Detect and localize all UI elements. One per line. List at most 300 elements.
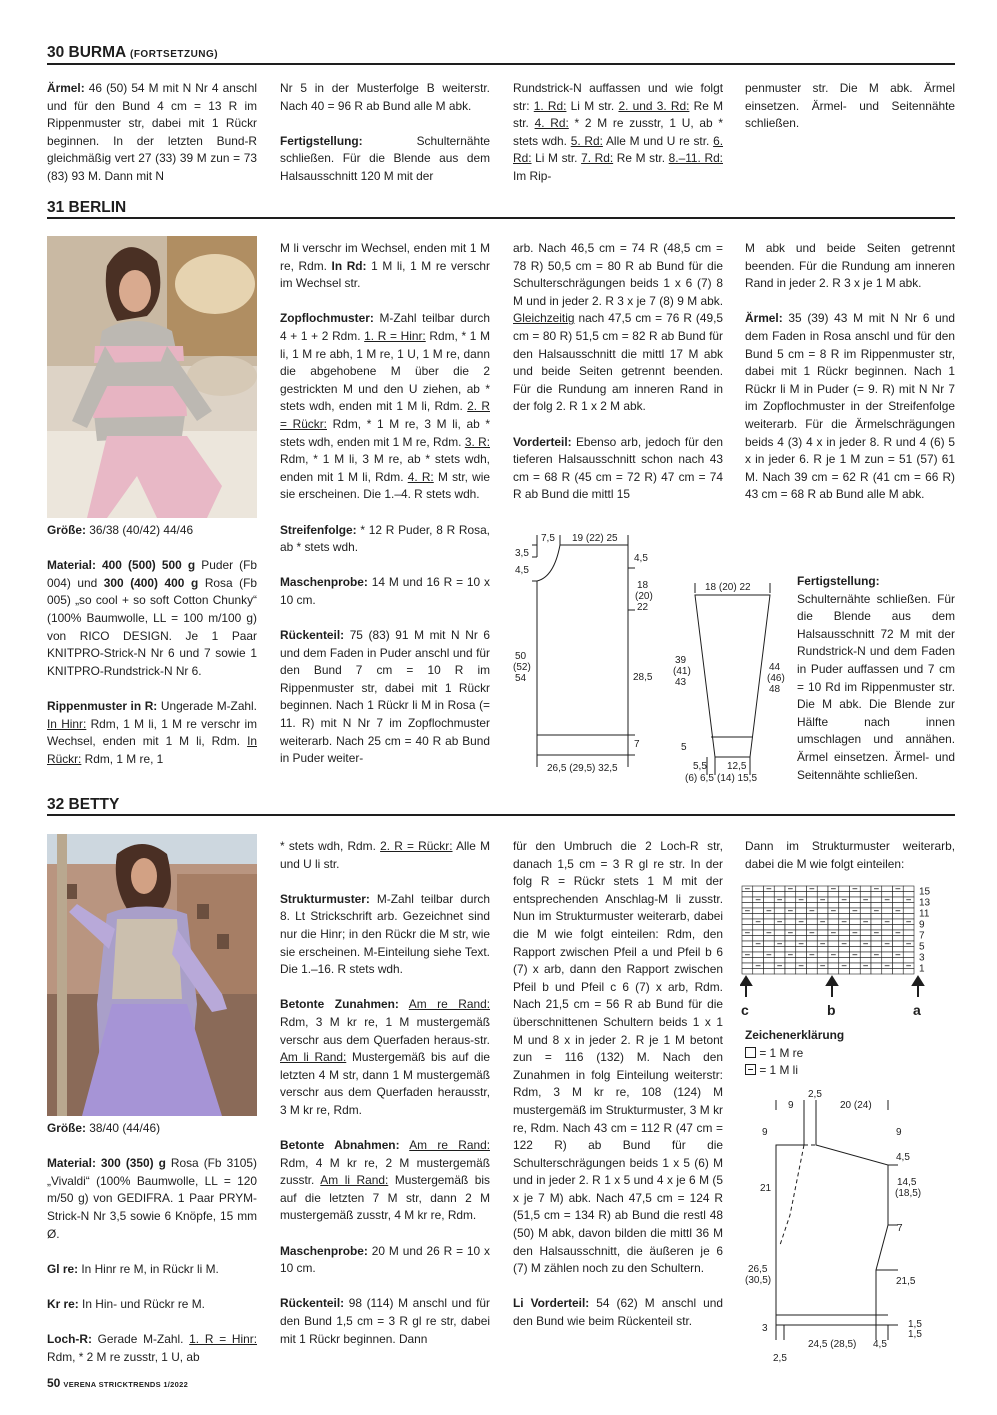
chart-cell <box>871 963 882 969</box>
dim-label: 19 (22) 25 <box>572 533 618 544</box>
chart-cell <box>893 936 904 942</box>
dim-label: 39 <box>675 655 687 666</box>
text: Mustergemäß bis auf die letzten 4 M str, dann 1 M mustergemäß verschr aus dem Querfaden herausstr, 3 M kr re, Rdm. <box>280 1050 490 1117</box>
text: In Hin- und Rückr re M. <box>78 1296 205 1311</box>
chart-cell <box>796 925 807 931</box>
chart-cell <box>753 958 764 964</box>
dim-label: 3 <box>762 1323 768 1334</box>
arrow-label-c: c <box>741 1002 749 1018</box>
chart-cell <box>903 952 914 958</box>
betty-column-1 <box>47 1120 257 1384</box>
chart-cell <box>774 908 785 914</box>
chart-cell <box>903 936 914 942</box>
chart-cell <box>850 914 861 920</box>
dim-label: (41) <box>673 666 691 677</box>
paragraph: penmuster str. Die M abk. Ärmel einsetzen. Ärmel- und Seitennähte schließen. <box>745 81 955 131</box>
label: Kr re: <box>47 1296 79 1311</box>
chart-cell <box>764 941 775 947</box>
chart-cell <box>742 947 753 953</box>
emphasis: Gleichzeitig <box>513 311 575 326</box>
chart-cell <box>807 941 818 947</box>
label: Ärmel: <box>745 311 783 326</box>
berlin-column-1 <box>47 522 257 786</box>
chart-row-label: 13 <box>919 897 931 909</box>
chart-cell <box>796 930 807 936</box>
chart-cell <box>903 958 914 964</box>
text: Rdm, * 2 M re zusstr, 1 U, ab <box>47 1349 200 1364</box>
section-title: 31 BERLIN <box>47 199 127 216</box>
chart-cell <box>828 941 839 947</box>
chart-cell <box>764 919 775 925</box>
chart-cell <box>839 952 850 958</box>
row-label: 1. R = Hinr: <box>189 1332 258 1347</box>
dim-label: 48 <box>769 684 781 695</box>
chart-cell <box>753 947 764 953</box>
chart-legend <box>745 1027 955 1080</box>
text: 98 (114) M anschl und für den Bund 1,5 cm = 3 R gl re str, dabei mit 1 Rückr beginnen. Dann <box>280 1296 490 1346</box>
chart-cell <box>828 919 839 925</box>
text: Rundstrick-N auffassen und wie folgt str: <box>513 81 723 113</box>
dim-label: 2,5 <box>808 1089 822 1100</box>
text: Rdm, * 1 M li, 3 M re, ab * stets wdh, enden mit 1 M li, Rdm. <box>280 452 490 484</box>
label: Größe: <box>47 523 86 537</box>
chart-cell <box>850 897 861 903</box>
chart-cell <box>764 903 775 909</box>
betty-column-2 <box>280 838 490 1366</box>
row-label: In Rückr: <box>47 734 257 766</box>
chart-cell <box>764 969 775 975</box>
chart-cell <box>860 914 871 920</box>
chart-cell <box>796 892 807 898</box>
chart-cell <box>860 936 871 942</box>
edge-label: Am li Rand: <box>320 1173 389 1188</box>
chart-cell <box>882 947 893 953</box>
text: Re M str. <box>513 98 723 131</box>
chart-cell <box>871 919 882 925</box>
chart-cell <box>903 892 914 898</box>
text: Rdm, 1 M re, 1 <box>81 751 164 766</box>
dim-label: 5,5 <box>693 761 707 772</box>
section-heading-burma <box>47 44 955 65</box>
chart-cell <box>817 936 828 942</box>
chart-cell <box>839 936 850 942</box>
section-heading-betty <box>47 796 955 816</box>
text: Li M str. <box>531 151 582 166</box>
chart-cell <box>817 892 828 898</box>
chart-cell <box>753 936 764 942</box>
legend-text: = 1 M re <box>759 1045 804 1060</box>
burma-column-1 <box>47 80 257 203</box>
burma-column-3 <box>513 80 723 203</box>
dim-label: 4,5 <box>873 1339 887 1350</box>
chart-cell <box>893 947 904 953</box>
row-label: In Hinr: <box>47 716 87 731</box>
chart-cell <box>871 941 882 947</box>
page-footer <box>47 1376 188 1390</box>
dim-label: 26,5 <box>748 1264 768 1275</box>
chart-cell <box>742 941 753 947</box>
chart-cell <box>839 958 850 964</box>
label: Maschenprobe: <box>280 575 368 590</box>
text: Rdm, 4 M kr re, 2 M mustergemäß zusstr. <box>280 1155 490 1188</box>
chart-cell <box>828 969 839 975</box>
chart-cell <box>774 952 785 958</box>
dim-label: 43 <box>675 677 687 688</box>
section-title: 32 BETTY <box>47 796 120 813</box>
dim-label: 7 <box>897 1223 903 1234</box>
berlin-column-3 <box>513 240 723 522</box>
berlin-finishing <box>797 573 955 802</box>
legend-item-purl <box>745 1062 955 1080</box>
section-title: 30 BURMA <box>47 44 126 61</box>
chart-cell <box>903 908 914 914</box>
chart-cell <box>796 952 807 958</box>
burma-column-2 <box>280 80 490 203</box>
model-photo-illustration <box>47 236 257 518</box>
round-label: 7. Rd: <box>581 151 614 166</box>
dim-label: 9 <box>788 1100 794 1111</box>
dim-label: 4,5 <box>634 553 648 564</box>
legend-title: Zeichenerklärung <box>745 1028 845 1042</box>
section-subtitle: (FORTSETZUNG) <box>129 49 219 60</box>
chart-cell <box>839 930 850 936</box>
dim-label: (18,5) <box>895 1188 922 1199</box>
chart-cell <box>860 903 871 909</box>
dim-label: 44 <box>769 662 781 673</box>
text: Im Rip- <box>513 168 552 183</box>
chart-cell <box>742 963 753 969</box>
chart-cell <box>753 886 764 892</box>
chart-cell <box>839 892 850 898</box>
text: 54 (62) M anschl und den Bund wie beim Rückenteil str. <box>513 1296 723 1329</box>
label: 300 (400) 400 g <box>103 575 199 590</box>
round-label: 2. und 3. Rd: <box>618 98 690 113</box>
label: In Rd: <box>331 258 367 273</box>
paragraph: Nr 5 in der Musterfolge B weiterstr. Nach 40 = 96 R ab Bund alle M abk. <box>280 81 490 113</box>
dim-label: 9 <box>762 1127 768 1138</box>
chart-cell <box>753 952 764 958</box>
text: Schulternähte schließen. Für die Blende aus dem Halsausschnitt 72 M mit der Rundstrick-N und dem Faden in Puder auffassen und 7 cm = 10 Rd im Rippenmuster str. Die M abk. Die Blende zur Hälfte nach innen umschlagen und annähen. Ärmel einsetzen. Ärmel- und Seitennähte schließen. <box>797 591 955 782</box>
chart-cell <box>860 969 871 975</box>
text: Re M str. <box>613 151 669 166</box>
chart-cell <box>764 925 775 931</box>
photo-betty-model <box>47 834 257 1116</box>
chart-cell <box>893 963 904 969</box>
dim-label: 5 <box>681 742 687 753</box>
round-label: 6. Rd: <box>513 133 723 166</box>
chart-cell <box>828 958 839 964</box>
dim-label: (20) <box>635 591 653 602</box>
dim-label: 22 <box>637 602 649 613</box>
chart-cell <box>882 892 893 898</box>
dim-label: 28,5 <box>633 672 653 683</box>
chart-cell <box>839 914 850 920</box>
section-heading-berlin <box>47 199 955 219</box>
text: Rdm, * 1 M li, 1 M re abh, 1 M re, 1 U, 1 M re, dann die abgehobene M über die 2 gestrickten M und den U ziehen, ab * stets wdh, enden mit 1 M li, Rdm. <box>280 328 490 414</box>
chart-cell <box>850 919 861 925</box>
chart-cell <box>807 969 818 975</box>
paragraph: Dann im Strukturmuster weiterarb, dabei die M wie folgt einteilen: <box>745 839 955 871</box>
chart-cell <box>850 969 861 975</box>
chart-cell <box>850 936 861 942</box>
berlin-sleeve-schematic <box>665 575 795 790</box>
chart-cell <box>807 958 818 964</box>
chart-cell <box>785 941 796 947</box>
chart-cell <box>903 914 914 920</box>
chart-cell <box>817 969 828 975</box>
chart-cell <box>903 947 914 953</box>
berlin-body-schematic <box>510 525 660 785</box>
edge-label: Am re Rand: <box>409 1138 490 1153</box>
empty-square-icon <box>745 1047 756 1058</box>
dim-label: 3,5 <box>515 548 529 559</box>
row-label: 2. R = Rückr: <box>280 399 490 431</box>
chart-cell <box>860 892 871 898</box>
chart-cell <box>871 897 882 903</box>
dim-label: 1,5 <box>908 1319 922 1330</box>
text: Rosa (Fb 3105) „Vivaldi“ (100% Baumwolle, LL = 120 m/50 g) von GEDIFRA. 1 Paar PRYM-Strick-N Nr 3,5 sowie 6 Knöpfe, 15 mm Ø. <box>47 1156 257 1241</box>
chart-cell <box>850 892 861 898</box>
row-label: 3. R: <box>464 434 490 449</box>
text: In Hinr re M, in Rückr li M. <box>78 1261 219 1276</box>
dim-label: (52) <box>513 662 531 673</box>
chart-cell <box>807 936 818 942</box>
chart-cell <box>893 897 904 903</box>
chart-cell <box>871 903 882 909</box>
chart-cell <box>817 914 828 920</box>
chart-cell <box>785 963 796 969</box>
dim-label: 4,5 <box>896 1152 910 1163</box>
chart-cell <box>774 930 785 936</box>
chart-row-label: 1 <box>919 963 925 975</box>
chart-cell <box>764 914 775 920</box>
text: Puder (Fb 004) und <box>47 558 257 590</box>
chart-cell <box>807 947 818 953</box>
chart-cell <box>796 886 807 892</box>
chart-cell <box>774 958 785 964</box>
chart-cell <box>774 886 785 892</box>
text: * 2 M re zusstr, 1 U, ab * stets wdh. <box>513 116 723 148</box>
text: 36/38 (40/42) 44/46 <box>85 523 194 537</box>
label: Material: 300 (350) g <box>47 1156 166 1171</box>
burma-column-4 <box>745 80 955 150</box>
label: Loch-R: <box>47 1332 92 1347</box>
round-label: 5. Rd: <box>570 133 603 148</box>
chart-cell <box>785 892 796 898</box>
text: 75 (83) 91 M mit N Nr 6 und dem Faden in Puder anschl und für den Bund 7 cm = 10 R im Rippenmuster str, dabei mit 1 Rückr beginnen. Nach 1 Rückr li M in Rosa (= 11. R) mit N Nr 7 im Zopflochmuster weiterarb. Nach 25 cm = 40 R ab Bund in Puder weiter- <box>280 628 490 766</box>
chart-row-label: 11 <box>919 908 930 920</box>
dim-label: (14) 15,5 <box>717 773 758 784</box>
text: Li M str. <box>566 98 619 113</box>
chart-cell <box>764 897 775 903</box>
chart-cell <box>774 947 785 953</box>
dim-label: 21,5 <box>896 1276 916 1287</box>
chart-cell <box>850 941 861 947</box>
chart-cell <box>882 908 893 914</box>
berlin-column-2 <box>280 240 490 785</box>
label: Material: 400 (500) 500 g <box>47 558 196 573</box>
chart-cell <box>893 941 904 947</box>
chart-cell <box>839 925 850 931</box>
model-photo-illustration <box>47 834 257 1116</box>
chart-cell <box>807 963 818 969</box>
chart-cell <box>850 925 861 931</box>
chart-cell <box>893 958 904 964</box>
chart-cell <box>839 886 850 892</box>
dim-label: (6) 6,5 <box>685 773 714 784</box>
dim-label: 7,5 <box>541 533 555 544</box>
chart-cell <box>871 925 882 931</box>
row-label: 1. R = Hinr: <box>364 328 426 343</box>
label: Rippenmuster in R: <box>47 698 158 713</box>
chart-cell <box>893 914 904 920</box>
text: Rosa (Fb 005) „so cool + so soft Cotton Chunky“ (100% Baumwolle, LL = 100 m/100 g) von RICO DESIGN. Je 1 Paar KNITPRO-Strick-N Nr 6 und 7 sowie 1 KNITPRO-Rundstrick-N Nr 6. <box>47 575 257 678</box>
chart-cell <box>882 925 893 931</box>
chart-cell <box>893 919 904 925</box>
chart-cell <box>742 914 753 920</box>
chart-cell <box>742 892 753 898</box>
text: M str, wie sie erscheinen. Die 1.–4. R stets wdh. <box>280 469 490 502</box>
chart-cell <box>850 947 861 953</box>
chart-row-label: 5 <box>919 941 925 953</box>
page-number: 50 <box>47 1376 61 1390</box>
dim-label: 26,5 (29,5) 32,5 <box>547 763 618 774</box>
text: 46 (50) 54 M mit N Nr 4 anschl und für den Bund 4 cm = 13 R im Rippenmuster str, dabei mit 1 Rückr beginnen. In der letzten Bund-R gleichmäßig vert 27 (33) 39 M zun = 73 (83) 93 M. Dann mit N <box>47 81 257 183</box>
dim-label: (30,5) <box>745 1275 772 1286</box>
text: Ungerade M-Zahl. <box>157 698 257 713</box>
chart-cell <box>903 930 914 936</box>
text: 35 (39) 43 M mit N Nr 6 und dem Faden in Rosa anschl und für den Bund 5 cm = 8 R im Rippenmuster str, dabei mit 1 Rückr beginnen. Nach 1 Rückr li M in Puder (= 9. R) mit N Nr 7 im Zopflochmuster in der Streifenfolge weiterarb. Für die Ärmelschrägungen beids 4 (3) 4 x in jeder 8. R und 4 (6) 5 x in jeder 6. R je 1 M zun = 51 (57) 61 M. Nach 39 cm = 62 R (41 cm = 66 R) 43 cm = 68 R ab Bund alle M abk. <box>745 311 955 502</box>
dim-label: 12,5 <box>727 761 747 772</box>
chart-cell <box>774 925 785 931</box>
text: arb. Nach 46,5 cm = 74 R (48,5 cm = 78 R) 50,5 cm = 80 R ab Bund für die Schulterschrägungen beids 1 x 6 (7) 8 M und in jeder 2. R 3 x je 7 (8) 9 M abk. <box>513 241 723 308</box>
chart-cell <box>828 925 839 931</box>
text: Schulternähte schließen. Für die Blende aus dem Halsausschnitt 120 M mit der <box>280 133 490 183</box>
chart-cell <box>817 903 828 909</box>
chart-row-labels <box>919 887 931 975</box>
chart-cell <box>764 947 775 953</box>
photo-berlin-model <box>47 236 257 518</box>
text: * 12 R Puder, 8 R Rosa, ab * stets wdh. <box>280 522 490 555</box>
edge-label: Am li Rand: <box>280 1050 347 1065</box>
chart-cell <box>828 892 839 898</box>
chart-cell <box>785 936 796 942</box>
label: Rückenteil: <box>280 1296 345 1311</box>
round-label: 8.–11. Rd: <box>668 151 723 166</box>
chart-cell <box>753 892 764 898</box>
chart-cell <box>893 969 904 975</box>
chart-cell <box>882 886 893 892</box>
chart-cell <box>796 936 807 942</box>
chart-cell <box>807 903 818 909</box>
chart-cell <box>871 914 882 920</box>
chart-cell <box>903 903 914 909</box>
chart-cell <box>903 886 914 892</box>
text: Ebenso arb, jedoch für den tieferen Halsausschnitt schon nach 43 cm = 68 R (45 cm = 72 R) 47 cm = 74 R ab Bund die mittl 15 <box>513 434 723 502</box>
paragraph: für den Umbruch die 2 Loch-R str, danach 1,5 cm = 3 R gl re str. In der folg R = Rückr stets 1 M mit der entsprechenden Anschlag-M li zusstr. Nun im Strukturmuster weiterarb, dabei die M wie folgt einteilen: Rdm, den Rapport zwischen Pfeil a und Pfeil b 6 (7) x arb, dann den Rapport zwischen Pfeil b und Pfeil c 6 (7) x arb, Rdm. Nach 21,5 cm = 56 R ab Bund für die überschnittenen Schultern beids 1 x 1 M und 8 x in jeder 2. R je 1 M betont zun = 116 (132) M. Nach den Zunahmen in folg Einteilung weiterstr: Rdm, 3 M kr re, 108 (124) M mustergemäß im Strukturmuster, 3 M kr re, Rdm. Nach 43 cm = 112 R (47 cm = 122 R) ab Bund für die Schulterschrägungen beids 1 x 5 (6) M und in jeder 2. R 1 x 5 und 4 x je 6 M (5 x je 7 M) abk. Nach 47,5 cm = 124 R (51,5 cm = 134 R) ab Bund die restl 48 (50) M abk, davon bilden die mittl 36 M den Halsausschnitt, die äußeren je 6 (7) M zählen noch zu den Schultern. <box>513 839 723 1276</box>
chart-cell <box>882 914 893 920</box>
chart-cell <box>817 925 828 931</box>
round-label: 1. Rd: <box>533 98 567 113</box>
chart-cell <box>828 903 839 909</box>
chart-cell <box>860 908 871 914</box>
chart-cell <box>903 969 914 975</box>
chart-cell <box>903 925 914 931</box>
dim-label: 2,5 <box>773 1353 787 1364</box>
chart-cell <box>893 892 904 898</box>
dim-label: 54 <box>515 673 527 684</box>
chart-cell <box>860 958 871 964</box>
text: Rdm, 3 M kr re, 1 M mustergemäß verschr aus dem Querfaden heraus-str. <box>280 1014 490 1047</box>
betty-body-schematic <box>740 1085 955 1375</box>
text: Gerade M-Zahl. <box>91 1332 190 1347</box>
chart-row-label: 7 <box>919 930 925 942</box>
chart-cell <box>796 903 807 909</box>
chart-cell <box>839 908 850 914</box>
text: M li verschr im Wechsel, enden mit 1 M re, Rdm. <box>280 241 490 273</box>
label: Strukturmuster: <box>280 891 370 906</box>
text: M-Zahl teilbar durch 4 + 1 + 2 Rdm. <box>280 311 490 343</box>
chart-cell <box>882 952 893 958</box>
chart-cell <box>742 925 753 931</box>
dim-label: 7 <box>634 739 640 750</box>
chart-cell <box>839 947 850 953</box>
chart-cell <box>893 925 904 931</box>
chart-cell <box>871 936 882 942</box>
text: * stets wdh, Rdm. <box>280 839 381 853</box>
text: Mustergemäß bis auf die letzten 7 M str, dann 2 M mustergemäß zusstr, 4 M kr re, Rdm. <box>280 1173 490 1223</box>
dim-label: 21 <box>760 1183 772 1194</box>
chart-cell <box>742 969 753 975</box>
chart-cell <box>871 969 882 975</box>
text: Rdm, * 1 M re, 3 M li, ab * stets wdh, enden mit 1 M re, Rdm. <box>280 416 490 449</box>
dim-label: 14,5 <box>897 1177 917 1188</box>
chart-cell <box>882 936 893 942</box>
chart-cell <box>860 947 871 953</box>
text: M-Zahl teilbar durch 8. Lt Strickschrift arb. Gezeichnet sind nur die Hinr; in den Rückr die M str, wie sie erscheinen. M-Einteilung siehe Text. Die 1.–16. R stets wdh. <box>280 891 490 977</box>
label: Fertigstellung: <box>797 574 880 588</box>
chart-cell <box>850 963 861 969</box>
round-label: 4. Rd: <box>534 116 569 131</box>
chart-cell <box>839 903 850 909</box>
label: Größe: <box>47 1121 86 1135</box>
legend-item-knit <box>745 1045 955 1063</box>
legend-text: = 1 M li <box>759 1063 798 1078</box>
chart-cell <box>753 914 764 920</box>
chart-cell <box>860 925 871 931</box>
label: Ärmel: <box>47 81 85 95</box>
chart-cell <box>817 930 828 936</box>
label: Vorderteil: <box>513 434 572 449</box>
chart-cell <box>860 952 871 958</box>
dim-label: 9 <box>896 1127 902 1138</box>
magazine-name: VERENA STRICKTRENDS 1/2022 <box>63 1380 189 1389</box>
chart-cell <box>796 947 807 953</box>
chart-cell <box>807 925 818 931</box>
chart-cell <box>774 903 785 909</box>
chart-cell <box>828 963 839 969</box>
chart-cell <box>785 919 796 925</box>
chart-cell <box>764 892 775 898</box>
row-label: 2. R = Rückr: <box>380 839 453 853</box>
chart-cell <box>796 958 807 964</box>
chart-cell <box>807 897 818 903</box>
arrow-label-a: a <box>913 1002 921 1018</box>
chart-cell <box>774 969 785 975</box>
chart-cell <box>785 925 796 931</box>
label: Gl re: <box>47 1261 79 1276</box>
chart-grid <box>742 886 914 974</box>
